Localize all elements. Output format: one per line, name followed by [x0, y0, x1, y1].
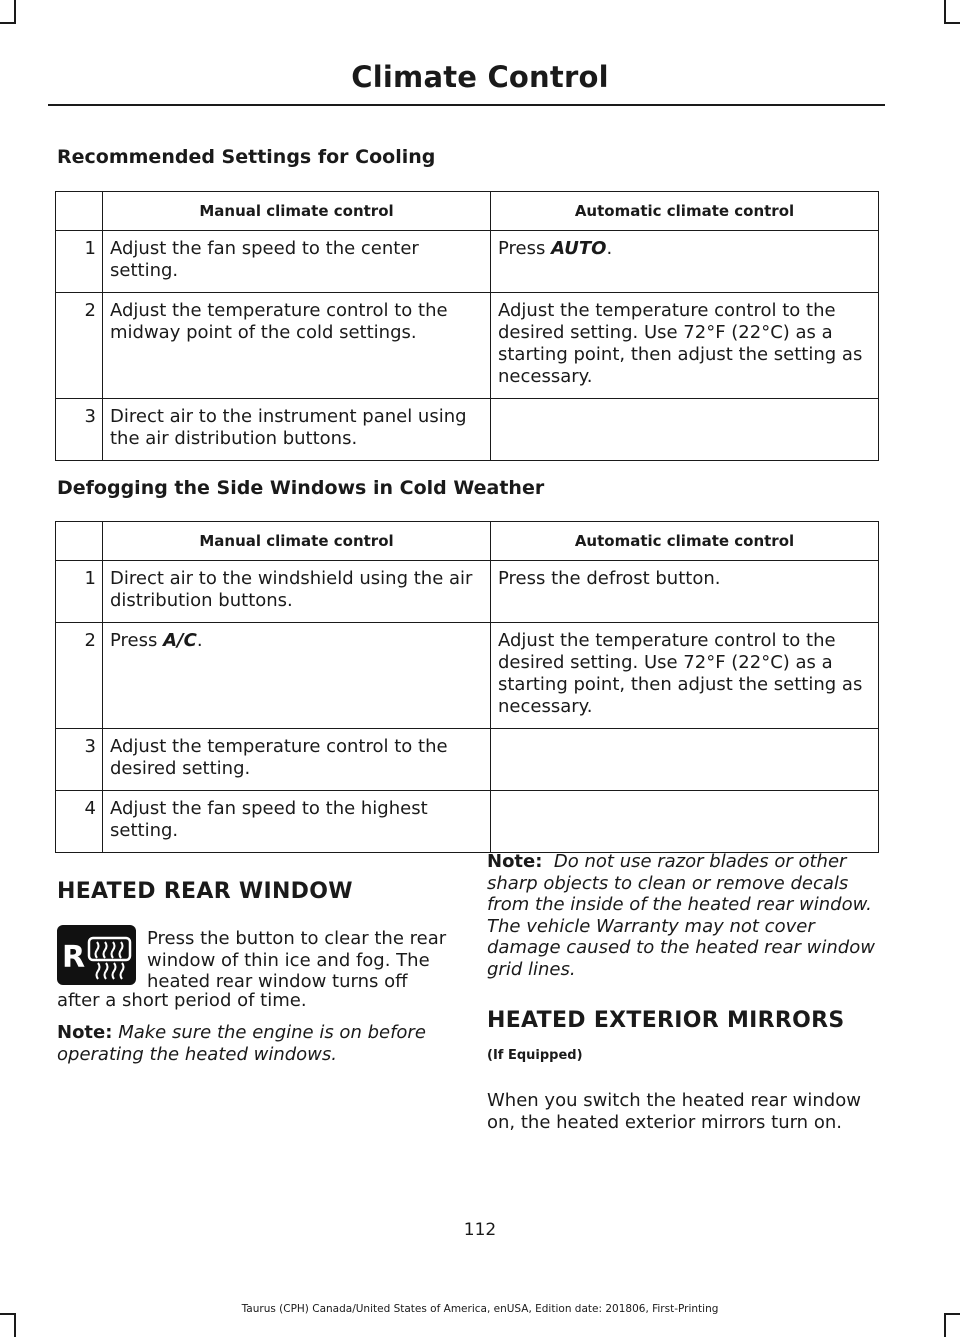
- note-text: Do not use razor blades or other sharp objects to clean or remove decals from the inside of the heated rear window. The vehicle Warranty may not cover damage caused to the heated rear window grid lines.: [487, 851, 875, 980]
- step-number: 1: [56, 231, 103, 293]
- automatic-step: [491, 791, 879, 853]
- manual-step: Direct air to the instrument panel using the air distribution buttons.: [103, 399, 491, 461]
- automatic-step: Adjust the temperature control to the desired setting. Use 72°F (22°C) as a starting point, then adjust the setting as necessary.: [491, 623, 879, 729]
- automatic-step: [491, 729, 879, 791]
- crop-mark: [14, 0, 16, 24]
- step-text: .: [196, 630, 203, 651]
- table-row: [56, 729, 879, 791]
- manual-step: Adjust the fan speed to the center setting.: [103, 231, 491, 293]
- step-number: 3: [56, 399, 103, 461]
- step-number: 4: [56, 791, 103, 853]
- rear-defrost-icon: [57, 925, 136, 985]
- crop-mark: [14, 1313, 16, 1337]
- table-row: [56, 791, 879, 853]
- manual-step: Adjust the fan speed to the highest setting.: [103, 791, 491, 853]
- automatic-step: Adjust the temperature control to the desired setting. Use 72°F (22°C) as a starting point, then adjust the setting as necessary.: [491, 293, 879, 399]
- auto-key-label: AUTO: [551, 238, 607, 259]
- heated-mirrors-description: When you switch the heated rear window on, the heated exterior mirrors turn on.: [487, 1090, 861, 1133]
- defog-table: [55, 521, 879, 853]
- table-header-row: [56, 192, 879, 231]
- automatic-step: [491, 399, 879, 461]
- step-text: .: [606, 238, 613, 259]
- manual-step: Direct air to the windshield using the air distribution buttons.: [103, 561, 491, 623]
- defog-section-title: Defogging the Side Windows in Cold Weather: [57, 477, 545, 499]
- page-number: 112: [463, 1220, 497, 1240]
- step-number: 2: [56, 623, 103, 729]
- note-label: Note:: [57, 1022, 113, 1043]
- step-number: 3: [56, 729, 103, 791]
- rear-defrost-icon-letter: R: [62, 940, 86, 975]
- crop-mark: [0, 22, 16, 24]
- if-equipped-label: (If Equipped): [487, 1048, 583, 1063]
- table-header-cell: [56, 192, 103, 231]
- crop-mark: [944, 1313, 946, 1337]
- table-row: [56, 623, 879, 729]
- table-header-cell: [56, 522, 103, 561]
- table-header-row: [56, 522, 879, 561]
- cooling-table: [55, 191, 879, 461]
- table-row: [56, 293, 879, 399]
- automatic-step: Press the defrost button.: [491, 561, 879, 623]
- table-row: [56, 561, 879, 623]
- description-line: heated rear window turns off: [147, 971, 408, 992]
- step-text: Press: [498, 238, 552, 259]
- ac-key-label: A/C: [163, 630, 197, 651]
- step-text: Press: [110, 630, 164, 651]
- manual-step: [103, 623, 491, 729]
- note-text: Make sure the engine is on before operating the heated windows.: [57, 1022, 426, 1065]
- heated-rear-window-description: [147, 928, 457, 993]
- step-number: 2: [56, 293, 103, 399]
- cooling-section-title: Recommended Settings for Cooling: [57, 146, 436, 168]
- crop-mark: [944, 0, 946, 24]
- manual-step: Adjust the temperature control to the desired setting.: [103, 729, 491, 791]
- table-header-cell: Automatic climate control: [491, 192, 879, 231]
- step-number: 1: [56, 561, 103, 623]
- heated-mirrors-heading: HEATED EXTERIOR MIRRORS: [487, 1008, 845, 1033]
- table-row: [56, 231, 879, 293]
- description-line: after a short period of time.: [57, 990, 307, 1011]
- description-line: Press the button to clear the rear: [147, 928, 447, 949]
- automatic-step: [491, 231, 879, 293]
- header-divider: [48, 104, 885, 106]
- table-header-cell: Automatic climate control: [491, 522, 879, 561]
- table-header-cell: Manual climate control: [103, 522, 491, 561]
- note-label: Note:: [487, 851, 543, 872]
- page-title: Climate Control: [351, 60, 609, 94]
- manual-step: Adjust the temperature control to the midway point of the cold settings.: [103, 293, 491, 399]
- heated-rear-window-heading: HEATED REAR WINDOW: [57, 879, 353, 904]
- description-line: window of thin ice and fog. The: [147, 949, 430, 971]
- rear-defrost-icon-graphic: [57, 925, 136, 985]
- table-header-cell: Manual climate control: [103, 192, 491, 231]
- crop-mark: [944, 22, 960, 24]
- table-row: [56, 399, 879, 461]
- heated-windows-note: [57, 1022, 437, 1065]
- page-footer: Taurus (CPH) Canada/United States of America, enUSA, Edition date: 201806, First-Printing: [241, 1303, 719, 1315]
- razor-blade-note: [487, 851, 882, 980]
